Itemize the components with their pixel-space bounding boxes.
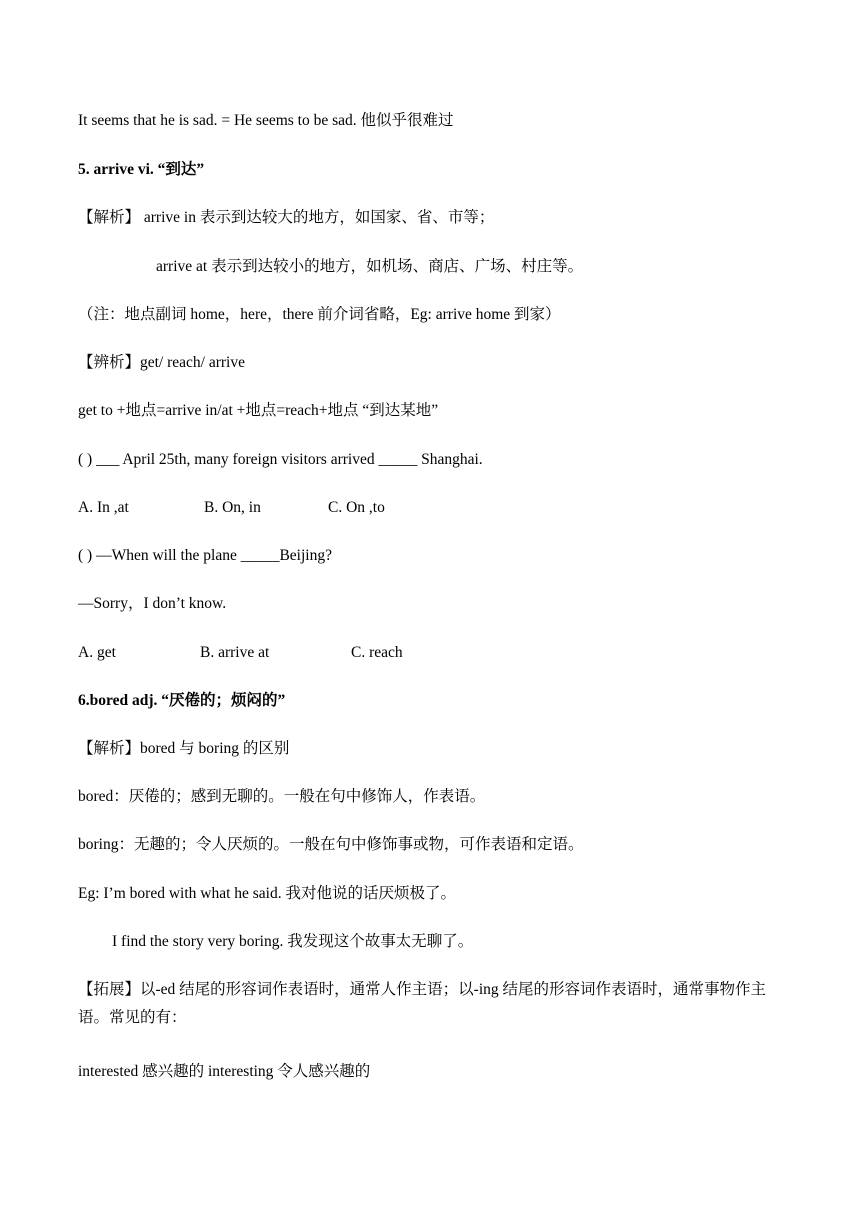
question-2-reply: —Sorry，I don’t know. [78,595,227,612]
analysis-bored-boring: 【解析】bored 与 boring 的区别 [78,740,290,757]
note-place-adverbs: （注：地点副词 home，here，there 前介词省略，Eg: arrive home 到家） [78,306,561,323]
comparison-heading: 【辨析】get/ reach/ arrive [78,354,245,371]
question-2: ( ) —When will the plane _____Beijing? [78,547,332,564]
analysis-arrive-at: arrive at 表示到达较小的地方，如机场、商店、广场、村庄等。 [156,258,584,275]
option-b: B. On, in [204,499,261,516]
section-heading-arrive: 5. arrive vi. “到达” [78,161,205,178]
question-1: ( ) ___ April 25th, many foreign visitors arrived _____ Shanghai. [78,451,483,468]
option-a: A. get [78,644,116,661]
section-heading-bored: 6.bored adj. “厌倦的；烦闷的” [78,692,286,709]
example-bored: Eg: I’m bored with what he said. 我对他说的话厌烦极了。 [78,885,456,902]
example-boring: I find the story very boring. 我发现这个故事太无聊了。 [112,933,474,950]
example-seems: It seems that he is sad. = He seems to be sad. 他似乎很难过 [78,112,454,129]
option-b: B. arrive at [200,644,270,661]
comparison-formula: get to +地点=arrive in/at +地点=reach+地点 “到达某地” [78,402,439,419]
option-a: A. In ,at [78,499,129,516]
vocab-interested: interested 感兴趣的 interesting 令人感兴趣的 [78,1063,371,1080]
option-c: C. On ,to [328,499,385,516]
option-c: C. reach [351,644,403,661]
definition-boring: boring：无趣的；令人厌烦的。一般在句中修饰事或物，可作表语和定语。 [78,836,584,853]
definition-bored: bored：厌倦的；感到无聊的。一般在句中修饰人，作表语。 [78,788,486,805]
analysis-arrive-in: 【解析】 arrive in 表示到达较大的地方，如国家、省、市等； [78,209,495,226]
extension-paragraph: 【拓展】以-ed 结尾的形容词作表语时，通常人作主语；以-ing 结尾的形容词作表语时，通常事物作主语。常见的有： [78,981,767,1026]
